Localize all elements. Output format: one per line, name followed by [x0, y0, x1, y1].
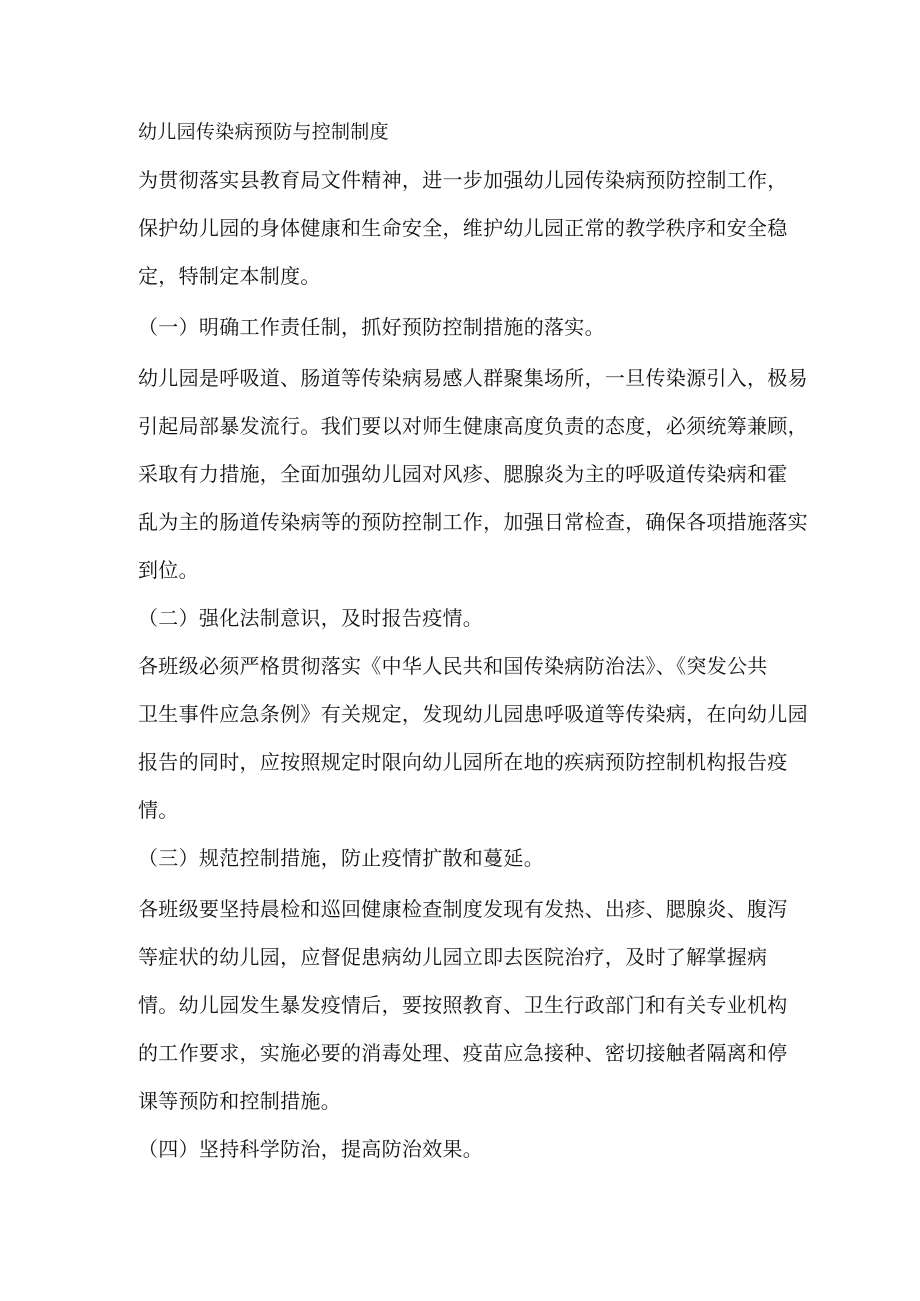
- section-3-line-3: 情。幼儿园发生暴发疫情后，要按照教育、卫生行政部门和有关专业机构: [138, 993, 788, 1017]
- section-2-line-2: 卫生事件应急条例》有关规定，发现幼儿园患呼吸道等传染病，在向幼儿园: [138, 702, 808, 726]
- section-1-line-3: 采取有力措施，全面加强幼儿园对风疹、腮腺炎为主的呼吸道传染病和霍: [138, 462, 788, 486]
- section-heading-4: （四）坚持科学防治，提高防治效果。: [138, 1137, 484, 1161]
- section-heading-3: （三）规范控制措施，防止疫情扩散和蔓延。: [138, 846, 544, 870]
- section-2-line-3: 报告的同时，应按照规定时限向幼儿园所在地的疾病预防控制机构报告疫: [138, 750, 788, 774]
- intro-line-1: 为贯彻落实县教育局文件精神，进一步加强幼儿园传染病预防控制工作，: [138, 168, 788, 192]
- section-heading-2: （二）强化法制意识，及时报告疫情。: [138, 606, 484, 630]
- section-2-line-1: 各班级必须严格贯彻落实《中华人民共和国传染病防治法》、《突发公共: [138, 654, 768, 678]
- section-1-line-1: 幼儿园是呼吸道、肠道等传染病易感人群聚集场所，一旦传染源引入，极易: [138, 366, 808, 390]
- document-title: 幼儿园传染病预防与控制制度: [138, 121, 389, 143]
- section-1-line-5: 到位。: [138, 558, 199, 582]
- section-1-line-4: 乱为主的肠道传染病等的预防控制工作，加强日常检查，确保各项措施落实: [138, 510, 808, 534]
- intro-line-2: 保护幼儿园的身体健康和生命安全，维护幼儿园正常的教学秩序和安全稳: [138, 216, 788, 240]
- section-3-line-5: 课等预防和控制措施。: [138, 1089, 341, 1113]
- section-1-line-2: 引起局部暴发流行。我们要以对师生健康高度负责的态度，必须统筹兼顾，: [138, 414, 808, 438]
- section-2-line-4: 情。: [138, 798, 179, 822]
- section-3-line-4: 的工作要求，实施必要的消毒处理、疫苗应急接种、密切接触者隔离和停: [138, 1041, 788, 1065]
- section-3-line-1: 各班级要坚持晨检和巡回健康检查制度发现有发热、出疹、腮腺炎、腹泻: [138, 897, 788, 921]
- intro-line-3: 定，特制定本制度。: [138, 264, 321, 288]
- section-3-line-2: 等症状的幼儿园，应督促患病幼儿园立即去医院治疗，及时了解掌握病: [138, 945, 768, 969]
- section-heading-1: （一）明确工作责任制，抓好预防控制措施的落实。: [138, 315, 605, 339]
